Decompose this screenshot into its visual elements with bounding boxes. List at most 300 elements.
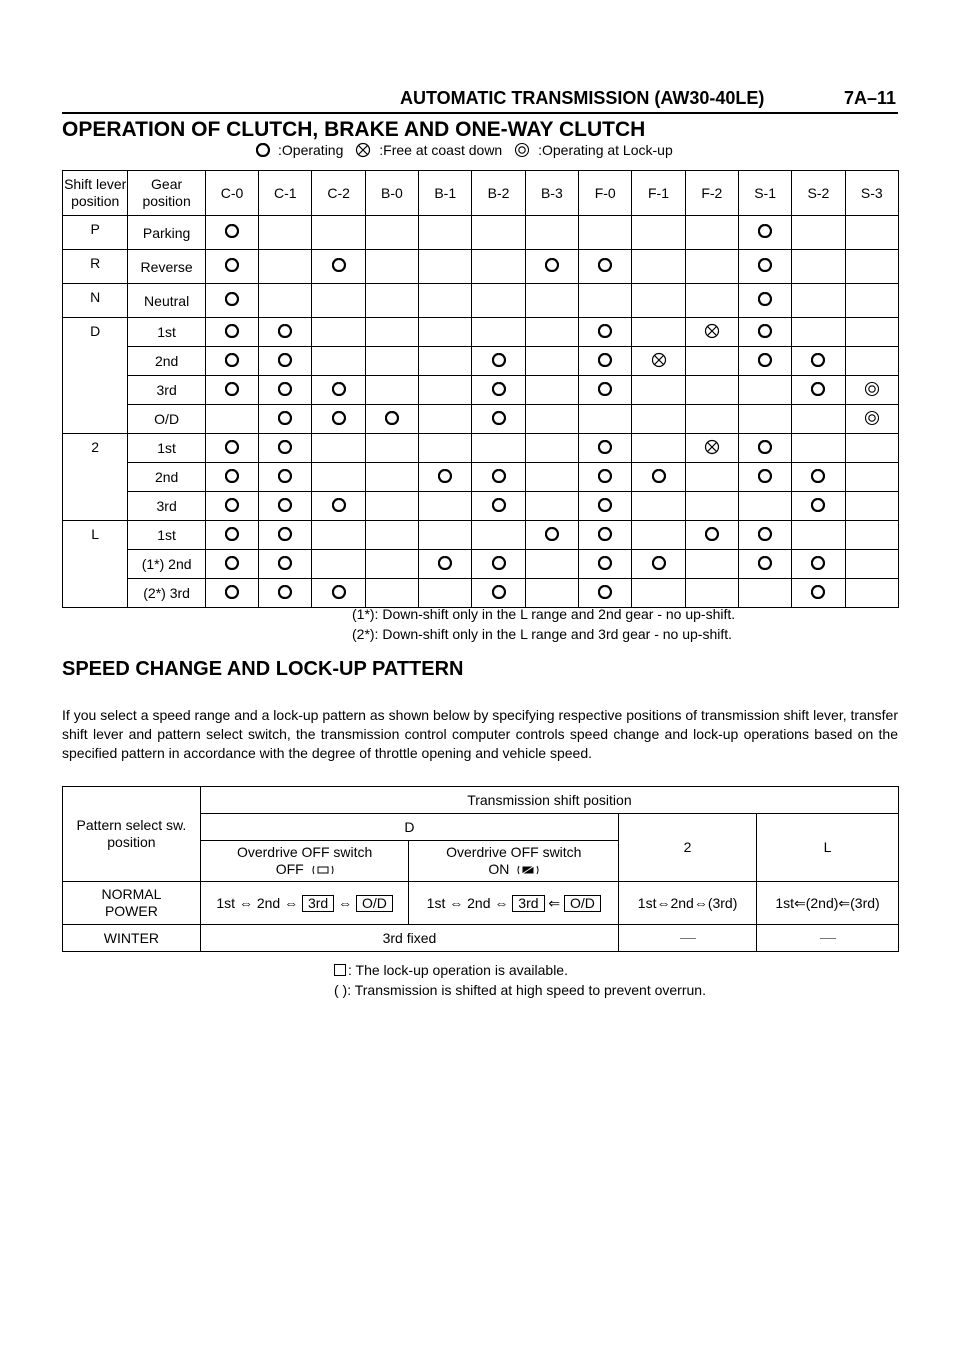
element-state-cell xyxy=(205,318,258,347)
operating-icon xyxy=(598,353,612,370)
lockup-box-icon xyxy=(334,964,346,976)
element-state-cell xyxy=(472,550,525,579)
operating-icon xyxy=(811,585,825,602)
element-state-cell xyxy=(632,405,685,434)
free-coast-icon xyxy=(704,323,720,342)
element-state-cell xyxy=(738,463,791,492)
element-state-cell xyxy=(579,550,632,579)
element-state-cell xyxy=(259,463,312,492)
element-state-cell xyxy=(259,579,312,608)
element-state-cell xyxy=(738,376,791,405)
element-state-cell xyxy=(632,492,685,521)
element-state-cell xyxy=(259,216,312,250)
element-state-cell xyxy=(845,284,898,318)
col-header: B-1 xyxy=(419,171,472,216)
element-state-cell xyxy=(419,434,472,463)
element-state-cell xyxy=(632,318,685,347)
trans-shift-header: Transmission shift position xyxy=(200,787,898,814)
operating-icon xyxy=(598,556,612,573)
element-state-cell xyxy=(845,434,898,463)
element-state-cell xyxy=(632,284,685,318)
operating-icon xyxy=(811,469,825,486)
element-state-cell xyxy=(365,434,418,463)
element-state-cell xyxy=(525,550,578,579)
gear-position-cell: 2nd xyxy=(128,347,205,376)
page-header xyxy=(62,88,898,114)
section2-paragraph: If you select a speed range and a lock-up pattern as shown below by specifying respective positions of transmission shift lever, transfer shift lever and pattern select switch, the transmission control computer controls speed change and lock-up operations based on the specified pattern in accordance with the degree of throttle opening and vehicle speed. xyxy=(62,707,898,761)
normal-label: NORMAL xyxy=(101,886,162,902)
seq-2nd: 2nd xyxy=(467,894,491,911)
table-row xyxy=(63,376,899,405)
winter-d-value: 3rd fixed xyxy=(200,925,618,952)
table-row xyxy=(63,405,899,434)
arrow-both: ⇔ xyxy=(284,894,299,911)
element-state-cell xyxy=(792,284,845,318)
operating-icon xyxy=(598,585,612,602)
operating-icon xyxy=(278,585,292,602)
element-state-cell xyxy=(579,347,632,376)
element-state-cell xyxy=(365,376,418,405)
arrow-both: ⇔ xyxy=(338,894,353,911)
element-state-cell xyxy=(525,492,578,521)
element-state-cell xyxy=(205,579,258,608)
l-header: L xyxy=(757,814,899,882)
operating-icon xyxy=(758,440,772,457)
element-state-cell xyxy=(259,284,312,318)
table-row xyxy=(63,492,899,521)
element-state-cell xyxy=(259,550,312,579)
winter-l-value xyxy=(757,925,899,952)
table-row xyxy=(63,250,899,284)
element-state-cell xyxy=(525,434,578,463)
element-state-cell xyxy=(845,347,898,376)
operating-icon xyxy=(758,324,772,341)
element-state-cell xyxy=(472,347,525,376)
element-state-cell xyxy=(579,521,632,550)
gear-position-cell: 2nd xyxy=(128,463,205,492)
element-state-cell xyxy=(312,376,365,405)
col-header: B-2 xyxy=(472,171,525,216)
element-state-cell xyxy=(579,318,632,347)
element-state-cell xyxy=(312,463,365,492)
element-state-cell xyxy=(845,550,898,579)
shift-position-cell: N xyxy=(63,284,128,318)
legend-operating: :Operating xyxy=(278,142,344,159)
table1-notes xyxy=(352,604,735,644)
table-row xyxy=(63,521,899,550)
free-coast-icon xyxy=(355,142,371,161)
free-coast-icon xyxy=(704,439,720,458)
element-state-cell xyxy=(312,284,365,318)
col-header-shift-line1: Shift lever xyxy=(64,176,127,192)
dash-mark xyxy=(820,938,836,939)
operating-icon xyxy=(545,258,559,275)
element-state-cell xyxy=(845,405,898,434)
operating-icon xyxy=(598,498,612,515)
operating-icon xyxy=(332,585,346,602)
element-state-cell xyxy=(365,550,418,579)
element-state-cell xyxy=(792,376,845,405)
normal-power-cell xyxy=(63,882,201,925)
col-header: C-2 xyxy=(312,171,365,216)
od-off-line2: OFF xyxy=(275,861,304,877)
element-state-cell xyxy=(205,550,258,579)
element-state-cell xyxy=(205,405,258,434)
table-row xyxy=(63,463,899,492)
element-state-cell xyxy=(419,376,472,405)
operating-icon xyxy=(225,353,239,370)
lockup-icon xyxy=(514,142,530,161)
operating-icon xyxy=(332,411,346,428)
operating-icon xyxy=(332,382,346,399)
lockup-icon xyxy=(864,410,880,429)
operating-icon xyxy=(332,498,346,515)
element-state-cell xyxy=(632,216,685,250)
element-state-cell xyxy=(365,405,418,434)
col-header-shift xyxy=(63,171,128,216)
operating-icon xyxy=(278,440,292,457)
gear-position-cell: Reverse xyxy=(128,250,205,284)
legend-free: :Free at coast down xyxy=(379,142,503,159)
element-state-cell xyxy=(792,579,845,608)
element-state-cell xyxy=(312,318,365,347)
element-state-cell xyxy=(738,347,791,376)
page-number: 7A–11 xyxy=(843,88,896,108)
col-header: B-3 xyxy=(525,171,578,216)
element-state-cell xyxy=(738,579,791,608)
element-state-cell xyxy=(579,492,632,521)
operating-icon xyxy=(652,469,666,486)
element-state-cell xyxy=(685,284,738,318)
element-state-cell xyxy=(525,521,578,550)
element-state-cell xyxy=(525,463,578,492)
od-off-header xyxy=(200,841,409,882)
element-state-cell xyxy=(259,250,312,284)
header-title: AUTOMATIC TRANSMISSION (AW30-40LE) xyxy=(400,88,765,108)
col-header-shift-line2: position xyxy=(71,193,120,209)
operating-icon xyxy=(278,353,292,370)
element-state-cell xyxy=(685,521,738,550)
operating-icon xyxy=(438,556,452,573)
element-state-cell xyxy=(312,405,365,434)
element-state-cell xyxy=(365,284,418,318)
gear-position-cell: (1*) 2nd xyxy=(128,550,205,579)
element-state-cell xyxy=(312,216,365,250)
normal-od-off-sequence xyxy=(200,882,409,925)
element-state-cell xyxy=(205,492,258,521)
operating-icon xyxy=(225,258,239,275)
element-state-cell xyxy=(472,376,525,405)
operating-icon xyxy=(278,411,292,428)
element-state-cell xyxy=(738,405,791,434)
power-label: POWER xyxy=(104,903,158,919)
shift-position-cell: R xyxy=(63,250,128,284)
free-coast-icon xyxy=(651,352,667,371)
two-header: 2 xyxy=(619,814,757,882)
element-state-cell xyxy=(792,434,845,463)
element-state-cell xyxy=(738,216,791,250)
element-state-cell xyxy=(205,434,258,463)
element-state-cell xyxy=(632,550,685,579)
element-state-cell xyxy=(472,250,525,284)
element-state-cell xyxy=(685,550,738,579)
od-on-line2: ON xyxy=(488,861,510,877)
element-state-cell xyxy=(632,347,685,376)
operating-icon xyxy=(225,224,239,241)
element-state-cell xyxy=(579,216,632,250)
element-state-cell xyxy=(792,347,845,376)
seq-3rd-lockup: 3rd xyxy=(302,895,334,912)
element-state-cell xyxy=(205,347,258,376)
element-state-cell xyxy=(632,521,685,550)
section2-title: SPEED CHANGE AND LOCK-UP PATTERN xyxy=(62,658,464,680)
operating-icon xyxy=(492,556,506,573)
note-2: (2*): Down-shift only in the L range and 3rd gear - no up-shift. xyxy=(352,626,733,642)
element-state-cell xyxy=(738,284,791,318)
operating-icon xyxy=(385,411,399,428)
operating-icon xyxy=(758,527,772,544)
shift-position-cell: P xyxy=(63,216,128,250)
element-state-cell xyxy=(365,216,418,250)
table2-notes xyxy=(334,960,706,1000)
element-state-cell xyxy=(472,463,525,492)
operating-icon xyxy=(598,382,612,399)
element-state-cell xyxy=(419,405,472,434)
od-off-line1: Overdrive OFF switch xyxy=(236,844,373,860)
operating-icon xyxy=(652,556,666,573)
gear-position-cell: Neutral xyxy=(128,284,205,318)
element-state-cell xyxy=(685,376,738,405)
element-state-cell xyxy=(205,463,258,492)
element-state-cell xyxy=(205,284,258,318)
operating-icon xyxy=(225,585,239,602)
operating-icon xyxy=(758,469,772,486)
winter-two-value xyxy=(619,925,757,952)
table-header-row xyxy=(63,171,899,216)
element-state-cell xyxy=(312,434,365,463)
operating-icon xyxy=(598,324,612,341)
element-state-cell xyxy=(738,550,791,579)
element-state-cell xyxy=(419,492,472,521)
operating-icon xyxy=(225,324,239,341)
operating-icon xyxy=(278,498,292,515)
element-state-cell xyxy=(312,521,365,550)
element-state-cell xyxy=(792,550,845,579)
operating-icon xyxy=(225,556,239,573)
lockup-icon xyxy=(864,381,880,400)
seq-2nd: 2nd xyxy=(256,894,281,911)
table-row xyxy=(63,434,899,463)
operating-icon xyxy=(758,353,772,370)
operating-icon xyxy=(492,498,506,515)
element-state-cell xyxy=(738,434,791,463)
element-state-cell xyxy=(792,463,845,492)
element-state-cell xyxy=(312,250,365,284)
operating-icon xyxy=(278,324,292,341)
seq-1st: 1st xyxy=(216,894,236,911)
arrow-both: ⇔ xyxy=(238,894,253,911)
operating-icon xyxy=(225,382,239,399)
operating-icon xyxy=(492,469,506,486)
operating-icon xyxy=(492,585,506,602)
col-header: C-1 xyxy=(259,171,312,216)
element-state-cell xyxy=(685,216,738,250)
element-state-cell xyxy=(685,318,738,347)
operating-icon xyxy=(758,556,772,573)
operating-icon xyxy=(492,382,506,399)
operating-icon xyxy=(278,382,292,399)
seq-od-lockup: O/D xyxy=(356,895,393,912)
element-state-cell xyxy=(259,434,312,463)
normal-two-sequence: 1st⇔2nd⇔(3rd) xyxy=(619,882,757,925)
shift-position-cell: D xyxy=(63,318,128,434)
element-state-cell xyxy=(419,250,472,284)
element-state-cell xyxy=(685,250,738,284)
element-state-cell xyxy=(472,284,525,318)
shift-position-cell: L xyxy=(63,521,128,608)
operating-icon xyxy=(758,258,772,275)
col-header: S-3 xyxy=(845,171,898,216)
element-state-cell xyxy=(845,216,898,250)
element-state-cell xyxy=(419,521,472,550)
operating-icon xyxy=(225,498,239,515)
arrow-both: ⇔ xyxy=(494,894,509,911)
operating-icon xyxy=(492,353,506,370)
element-state-cell xyxy=(845,492,898,521)
element-state-cell xyxy=(259,347,312,376)
element-state-cell xyxy=(365,250,418,284)
note-1: (1*): Down-shift only in the L range and 2nd gear - no up-shift. xyxy=(352,606,736,622)
gear-position-cell: Parking xyxy=(128,216,205,250)
table-row xyxy=(63,347,899,376)
element-state-cell xyxy=(205,250,258,284)
element-state-cell xyxy=(259,318,312,347)
element-state-cell xyxy=(419,318,472,347)
gear-position-cell: O/D xyxy=(128,405,205,434)
table-row xyxy=(63,284,899,318)
operating-icon xyxy=(758,292,772,309)
element-state-cell xyxy=(419,284,472,318)
od-on-header xyxy=(409,841,619,882)
element-state-cell xyxy=(205,521,258,550)
element-state-cell xyxy=(845,579,898,608)
operating-icon xyxy=(811,353,825,370)
seq-3rd-lockup: 3rd xyxy=(512,895,544,912)
element-state-cell xyxy=(365,463,418,492)
col-header: F-0 xyxy=(579,171,632,216)
winter-label: WINTER xyxy=(63,925,201,952)
section1-title: OPERATION OF CLUTCH, BRAKE AND ONE-WAY CLUTCH xyxy=(62,118,646,141)
col-header: S-1 xyxy=(738,171,791,216)
element-state-cell xyxy=(792,405,845,434)
operating-icon xyxy=(598,258,612,275)
seq-od-lockup: O/D xyxy=(564,895,601,912)
element-state-cell xyxy=(685,492,738,521)
d-header: D xyxy=(200,814,618,841)
element-state-cell xyxy=(632,463,685,492)
element-state-cell xyxy=(472,216,525,250)
element-state-cell xyxy=(579,405,632,434)
pattern-header xyxy=(63,787,201,882)
gear-position-cell: 3rd xyxy=(128,492,205,521)
operating-icon xyxy=(225,469,239,486)
od-off-indicator-icon xyxy=(312,865,334,875)
od-on-indicator-icon xyxy=(517,865,539,875)
operating-icon xyxy=(811,498,825,515)
operating-icon xyxy=(545,527,559,544)
operating-icon xyxy=(225,440,239,457)
element-state-cell xyxy=(685,434,738,463)
operating-icon xyxy=(278,527,292,544)
symbol-legend xyxy=(256,142,681,161)
element-state-cell xyxy=(419,550,472,579)
element-state-cell xyxy=(632,434,685,463)
element-state-cell xyxy=(792,492,845,521)
element-state-cell xyxy=(472,492,525,521)
col-header: F-2 xyxy=(685,171,738,216)
operating-icon xyxy=(225,292,239,309)
element-state-cell xyxy=(419,216,472,250)
element-state-cell xyxy=(525,405,578,434)
element-state-cell xyxy=(738,492,791,521)
col-header: F-1 xyxy=(632,171,685,216)
operating-icon xyxy=(758,224,772,241)
element-state-cell xyxy=(845,250,898,284)
element-state-cell xyxy=(579,376,632,405)
element-state-cell xyxy=(738,250,791,284)
gear-position-cell: (2*) 3rd xyxy=(128,579,205,608)
normal-l-sequence: 1st⇐(2nd)⇐(3rd) xyxy=(757,882,899,925)
operating-icon xyxy=(278,556,292,573)
element-state-cell xyxy=(472,318,525,347)
element-state-cell xyxy=(685,463,738,492)
seq-1st: 1st xyxy=(426,894,446,911)
element-state-cell xyxy=(525,216,578,250)
gear-position-cell: 1st xyxy=(128,318,205,347)
element-state-cell xyxy=(259,376,312,405)
normal-od-on-sequence xyxy=(409,882,619,925)
operating-icon xyxy=(256,143,270,160)
gear-position-cell: 1st xyxy=(128,434,205,463)
element-state-cell xyxy=(792,216,845,250)
element-state-cell xyxy=(579,250,632,284)
element-state-cell xyxy=(738,318,791,347)
operating-icon xyxy=(492,411,506,428)
element-state-cell xyxy=(365,492,418,521)
od-on-line1: Overdrive OFF switch xyxy=(446,844,582,860)
operating-icon xyxy=(705,527,719,544)
operating-icon xyxy=(438,469,452,486)
element-state-cell xyxy=(205,376,258,405)
element-state-cell xyxy=(419,347,472,376)
element-state-cell xyxy=(738,521,791,550)
note-lockup: : The lock-up operation is available. xyxy=(348,962,568,978)
element-state-cell xyxy=(632,250,685,284)
element-state-cell xyxy=(845,376,898,405)
element-state-cell xyxy=(792,318,845,347)
element-state-cell xyxy=(365,347,418,376)
shift-position-cell: 2 xyxy=(63,434,128,521)
element-state-cell xyxy=(259,405,312,434)
element-state-cell xyxy=(312,492,365,521)
dash-mark xyxy=(680,938,696,939)
operating-icon xyxy=(598,440,612,457)
element-state-cell xyxy=(525,376,578,405)
gear-position-cell: 3rd xyxy=(128,376,205,405)
col-header: C-0 xyxy=(205,171,258,216)
col-header: Gear position xyxy=(128,171,205,216)
operating-icon xyxy=(332,258,346,275)
